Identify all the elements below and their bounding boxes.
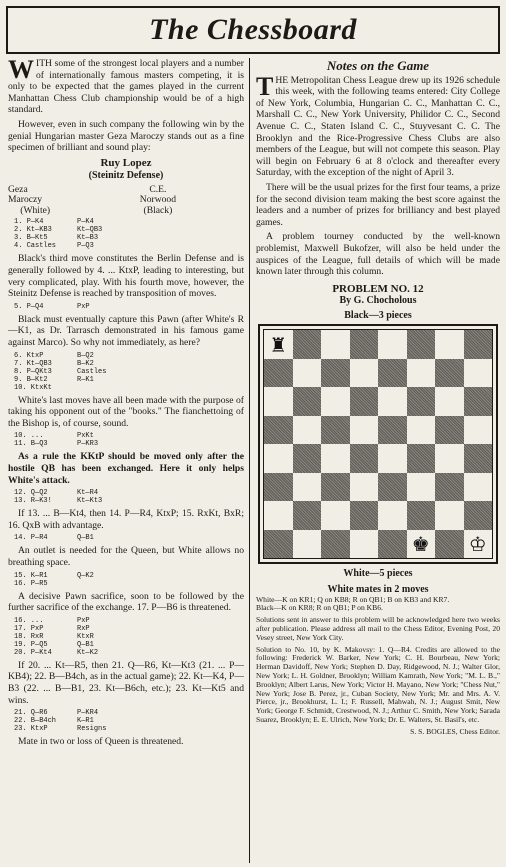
problem-title: PROBLEM NO. 12 — [332, 282, 424, 295]
chess-board — [263, 329, 493, 559]
board-square — [378, 416, 407, 445]
board-square — [435, 530, 464, 559]
column-divider — [249, 58, 250, 863]
moves-block-8: 16. ... PxP 17. PxP RxP 18. RxR KtxR 19. P—Q5 Q—B1 20. P—Kt4 Kt—K2 — [14, 616, 99, 657]
white-side: (White) — [20, 204, 51, 216]
page-title: The Chessboard — [149, 13, 357, 46]
board-square — [464, 359, 493, 388]
players — [8, 185, 244, 217]
board-square — [350, 359, 379, 388]
board-square — [378, 387, 407, 416]
board-square — [293, 530, 322, 559]
note-paragraph-4: As a rule the KKtP should be moved only after the hostile QB has been exchanged. Here it only helps White's attack. — [8, 451, 244, 486]
board-square — [435, 330, 464, 359]
board-square — [350, 473, 379, 502]
board-square — [321, 444, 350, 473]
note-paragraph-2: Black must eventually capture this Pawn (after White's R—K1, as Dr. Tarrasch demonstrated in his famous game against Marco). So why not immediately, as here? — [8, 313, 244, 348]
board-square — [350, 387, 379, 416]
chess-board-frame — [258, 324, 498, 564]
board-square — [435, 444, 464, 473]
notes-paragraph-1: THE Metropolitan Chess League drew up its 1926 schedule this week, with the following teams entered: City College of New York, Columbia, Hungarian C. C., Manhattan C. C., Marshall C. C., New York University, Philidor C. C., Second Avenue C. C., Staten Island C. C., Stuyvesant C. C. The Brooklyn and the Rice-Progressive Chess Clubs are also members of the League, but will not compete this season. Play will begin on February 6 at 8 o'clock and thereafter every Saturday, with the exception of the night of April 3. — [256, 71, 500, 179]
board-square — [464, 416, 493, 445]
board-square — [464, 473, 493, 502]
board-square — [321, 330, 350, 359]
board-square — [264, 387, 293, 416]
chess-piece-icon: ♔ — [468, 532, 487, 557]
opening-title: Ruy Lopez — [100, 156, 152, 169]
board-square — [293, 444, 322, 473]
board-square — [407, 387, 436, 416]
board-square — [264, 359, 293, 388]
board-square — [350, 501, 379, 530]
board-square — [350, 530, 379, 559]
board-square — [321, 359, 350, 388]
moves-block-1: 1. P—K4 P—K4 2. Kt—KB3 Kt—QB3 3. B—Kt5 Kt—B3 4. Castles P—Q3 — [14, 218, 103, 251]
masthead — [6, 6, 500, 54]
board-square — [464, 387, 493, 416]
note-paragraph-9: Mate in two or loss of Queen is threatened. — [18, 736, 184, 748]
notes-title: Notes on the Game — [326, 58, 430, 73]
board-square — [350, 416, 379, 445]
board-square — [407, 330, 436, 359]
note-paragraph-8: If 20. ... Kt—R5, then 21. Q—R6, Kt—Kt3 (21. ... P—KB4); 22. B—B4ch, as in the actual game); 22. Kt—K4, P—B3 (22. ... B—B1, 23. Kt—B6ch, etc.); 23. Kt—Kt5 and wins. — [8, 659, 244, 706]
moves-block-4: 10. ... PxKt 11. B—Q3 P—KR3 — [14, 432, 99, 449]
board-square — [293, 387, 322, 416]
board-square — [464, 501, 493, 530]
notes-paragraph-2: There will be the usual prizes for the first four teams, a prize for the second division team making the best score against the leaders and a number of prizes for brilliancy and best played games. — [256, 181, 500, 228]
opening-subtitle: (Steinitz Defense) — [88, 170, 164, 182]
problem-task: White mates in 2 moves — [327, 584, 429, 596]
board-square — [378, 530, 407, 559]
board-square — [407, 416, 436, 445]
board-square — [435, 416, 464, 445]
notes-paragraph-3: A problem tourney conducted by the well-known problemist, Maxwell Bukofzer, will also be held under the auspices of the League, full details of which will be made known later through this column. — [256, 231, 500, 278]
board-square — [407, 530, 436, 559]
moves-block-9: 21. Q—R6 P—KR4 22. B—B4ch K—R1 23. KtxP Resigns — [14, 709, 107, 734]
moves-block-7: 15. K—R1 Q—K2 16. P—R5 — [14, 571, 94, 588]
board-square — [321, 387, 350, 416]
moves-block-5: 12. Q—Q2 Kt—R4 13. R—K3! Kt—Kt3 — [14, 489, 103, 506]
board-square — [350, 444, 379, 473]
board-square — [264, 330, 293, 359]
board-square — [293, 416, 322, 445]
moves-block-6: 14. P—R4 Q—B1 — [14, 534, 94, 543]
white-player — [8, 185, 121, 217]
note-paragraph-5: If 13. ... B—Kt4, then 14. P—R4, KtxP; 15. RxKt, BxR; 16. QxB with advantage. — [8, 508, 244, 531]
board-square — [321, 473, 350, 502]
problem-white-count: White—5 pieces — [343, 568, 413, 580]
board-square — [264, 501, 293, 530]
board-square — [264, 473, 293, 502]
board-square — [407, 501, 436, 530]
board-square — [378, 501, 407, 530]
note-paragraph-6: An outlet is needed for the Queen, but White allows no breathing space. — [8, 545, 244, 568]
board-square — [321, 501, 350, 530]
board-square — [293, 501, 322, 530]
drop-cap: T — [256, 71, 274, 101]
position-note: White—K on KR1; Q on KB8; R on QB1; B on KB3 and KR7. Black—K on KR8; R on QB1; P on KB6. — [256, 594, 450, 613]
board-square — [378, 473, 407, 502]
solutions-note: Solutions sent in answer to this problem will be acknowledged here two weeks after publication. Please address all mail to the Chess Editor, Evening Post, 20 Vesey street, New York City. — [256, 615, 500, 642]
moves-block-2: 5. P—Q4 PxP — [14, 302, 90, 311]
right-column — [256, 58, 500, 740]
note-paragraph-7: A decisive Pawn sacrifice, soon to be followed by the further sacrifice of the exchange. 17. P—B6 is threatened. — [8, 590, 244, 614]
chess-piece-icon: ♚ — [411, 532, 430, 557]
board-square — [435, 387, 464, 416]
drop-cap: W — [8, 55, 34, 84]
black-side: (Black) — [143, 204, 173, 216]
board-square — [435, 359, 464, 388]
solution-credits: Solution to No. 10, by K. Makovsy: 1. Q—R4. Credits are allowed to the following: Frederick W. Barker, New York; C. H. Bourbeau, New York; Herman Davidoff, New York; Stephen D. Day, Ridgewood, N. J.; Walter Glor, New York; L. H. Goldner, Brooklyn; William Kamrath, New York; "M. L. B.," Brooklyn; Albert Larus, New York; Victor H. Mayano, New York; "Chess Nut," New York; Jose B. Perez, jr., Cuban Society, New York; Mr. and Mrs. A. V. Pierce, jr., Brookhurst, L. I.; F. Russell, Mahwah, N. J.; August Smit, New York; George F. Schmidt, Crestwood, N. J.; Arthur C. Smith, New York; Sarada Suarez, Brooklyn; E. E. Ulrich, New York; Dr. E. Walters, St. Basil's, etc. — [256, 644, 500, 725]
chess-piece-icon: ♜ — [269, 332, 288, 357]
intro-paragraph: WITH some of the strongest local players and a number of internationally famous masters competing, it is only to be expected that the games played in the current Manhattan Chess Club championship would be of a high standard. — [8, 55, 244, 116]
board-square — [435, 501, 464, 530]
problem-black-count: Black—3 pieces — [344, 309, 412, 321]
board-square — [407, 444, 436, 473]
board-square — [264, 416, 293, 445]
black-name: C.E. Norwood — [139, 183, 177, 206]
board-square — [293, 359, 322, 388]
board-square — [464, 444, 493, 473]
board-square — [321, 416, 350, 445]
board-square — [293, 473, 322, 502]
board-square — [435, 473, 464, 502]
board-square — [464, 330, 493, 359]
white-name: Geza Maroczy — [8, 183, 43, 206]
board-square — [350, 330, 379, 359]
board-square — [264, 444, 293, 473]
note-paragraph-3: White's last moves have all been made with the purpose of taking his opponent out of the "books." The fianchettoing of the Bishop is, of course, sound. — [8, 394, 244, 429]
black-player — [131, 185, 244, 217]
board-square — [264, 530, 293, 559]
editor-sign-off: S. S. BOGLES, Chess Editor. — [410, 726, 500, 736]
board-square — [378, 359, 407, 388]
board-square — [378, 330, 407, 359]
intro-paragraph-2: However, even in such company the following win by the genial Hungarian master Geza Maroczy stands out as a fine specimen of brilliant and sound play: — [8, 118, 244, 154]
left-column — [8, 55, 244, 751]
board-square — [293, 330, 322, 359]
problem-author: By G. Chocholous — [339, 295, 417, 307]
board-square — [407, 359, 436, 388]
board-square — [464, 530, 493, 559]
board-square — [378, 444, 407, 473]
moves-block-3: 6. KtxP B—Q2 7. Kt—QB3 B—K2 8. P—QKt3 Castles 9. B—Kt2 R—K1 10. KtxKt — [14, 351, 107, 392]
note-paragraph-1: Black's third move constitutes the Berlin Defense and is generally followed by 4. ... KtxP, leading to interesting, but very complicated, play. With his fourth move, however, the Steinitz Defense is reached by transposition of moves. — [8, 253, 244, 300]
board-square — [321, 530, 350, 559]
board-square — [407, 473, 436, 502]
